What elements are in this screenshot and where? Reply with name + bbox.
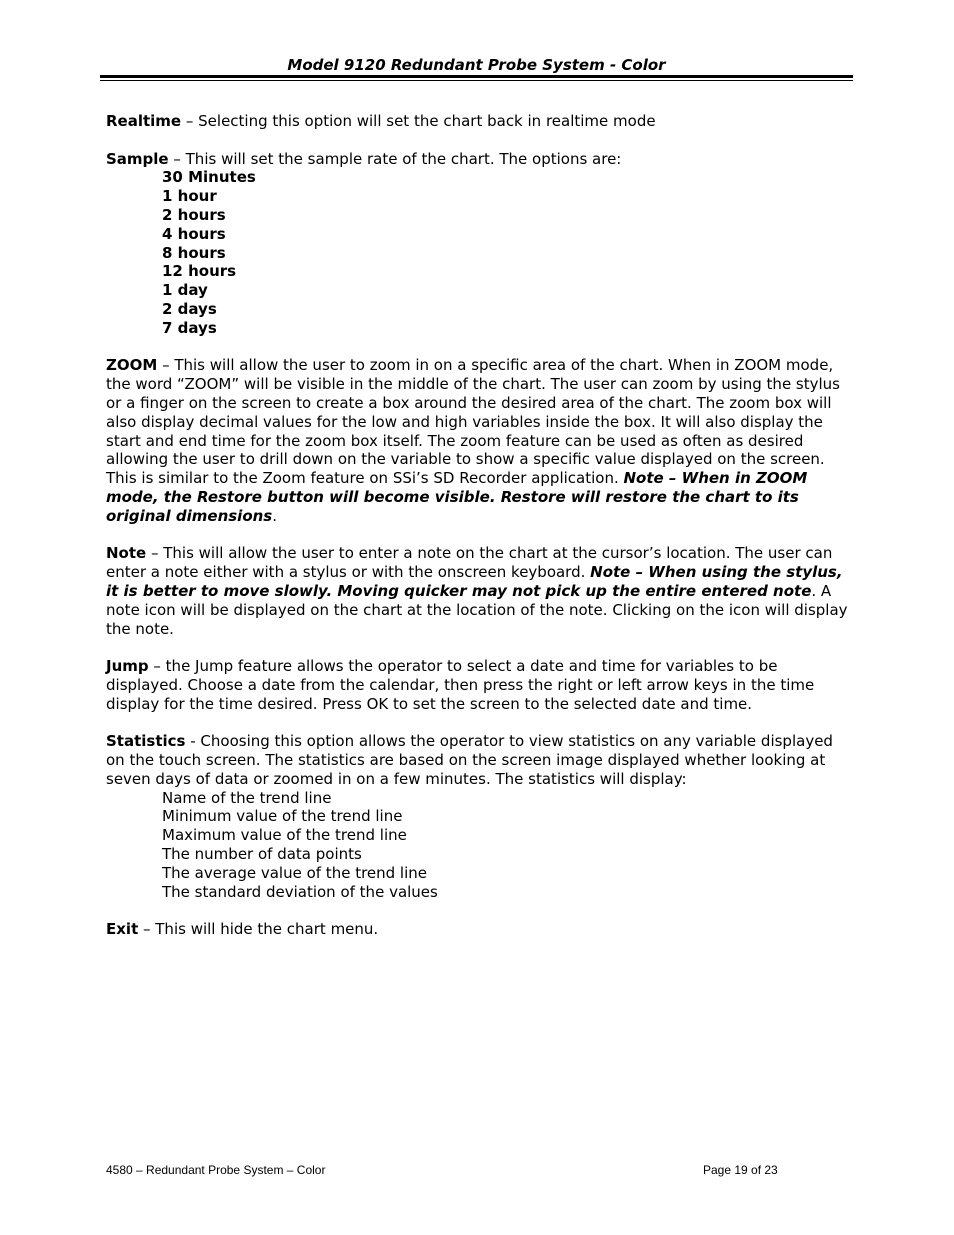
realtime-term: Realtime xyxy=(106,112,182,130)
statistics-item: The number of data points xyxy=(162,845,362,864)
note-text: – This will allow the user to enter a note on the chart at the cursor’s location. The user can enter a note either with a stylus or with the onscreen keyboard. xyxy=(106,544,833,582)
statistics-paragraph xyxy=(106,732,851,901)
zoom-term: ZOOM xyxy=(106,356,158,375)
statistics-item: The average value of the trend line xyxy=(162,863,428,882)
sample-paragraph xyxy=(106,150,851,338)
exit-paragraph xyxy=(106,920,851,939)
header-rule-thick xyxy=(100,75,853,78)
zoom-note: Note – When in ZOOM mode, the Restore button will become visible. Restore will restore the chart to its original dimensions xyxy=(106,469,808,525)
sample-option: 1 day xyxy=(162,281,208,300)
statistics-item: Name of the trend line xyxy=(162,788,332,807)
sample-option: 4 hours xyxy=(162,224,226,243)
footer-page-number: Page 19 of 23 xyxy=(703,1163,778,1177)
zoom-text: – This will allow the user to zoom in on a specific area of the chart. When in ZOOM mode, the word “ZOOM” will be visible in the middle of the chart. The user can zoom by using the stylus or a finger on the screen to create a box around the desired area of the chart. The zoom box will also display decimal values for the low and high variables inside the box. It will also display the start and end time for the zoom box itself. The zoom feature can be used as often as desired allowing the user to drill down on the variable to show a specific value displayed on the screen. This is similar to the Zoom feature on SSi’s SD Recorder application. xyxy=(106,356,840,488)
page-header-title: Model 9120 Redundant Probe System - Color xyxy=(287,56,666,74)
statistics-text: - Choosing this option allows the operator to view statistics on any variable displayed on the touch screen. The statistics are based on the screen image displayed whether looking at seven days of data or zoomed in on a few minutes. The statistics will display: xyxy=(106,732,833,788)
header-rule-thin xyxy=(100,80,853,81)
statistics-item: Maximum value of the trend line xyxy=(162,826,407,845)
statistics-item: The standard deviation of the values xyxy=(162,882,438,901)
jump-text: – the Jump feature allows the operator to select a date and time for variables to be displayed. Choose a date from the calendar, then press the right or left arrow keys in the time display for the time desired. Press OK to set the screen to the selected date and time. xyxy=(106,657,815,713)
note-after: . A note icon will be displayed on the chart at the location of the note. Clicking on the icon will display the note. xyxy=(106,581,848,638)
jump-paragraph xyxy=(106,657,851,713)
sample-option: 2 hours xyxy=(162,205,226,224)
sample-text: – This will set the sample rate of the chart. The options are: xyxy=(168,149,622,168)
statistics-term: Statistics xyxy=(106,732,186,751)
statistics-items-list xyxy=(106,789,851,902)
sample-option: 12 hours xyxy=(162,262,237,281)
zoom-after: . xyxy=(272,506,278,525)
footer-document-id: 4580 – Redundant Probe System – Color xyxy=(106,1163,326,1177)
sample-term: Sample xyxy=(106,149,169,168)
realtime-text: – Selecting this option will set the chart back in realtime mode xyxy=(181,112,656,130)
sample-option: 1 hour xyxy=(162,187,217,206)
jump-term: Jump xyxy=(106,657,149,676)
sample-option: 7 days xyxy=(162,318,217,337)
realtime-paragraph xyxy=(106,112,851,131)
note-paragraph xyxy=(106,544,851,638)
statistics-item: Minimum value of the trend line xyxy=(162,807,403,826)
exit-text: – This will hide the chart menu. xyxy=(138,920,379,939)
zoom-paragraph xyxy=(106,356,851,525)
exit-term: Exit xyxy=(106,920,139,939)
sample-options-list xyxy=(106,168,851,337)
sample-option: 2 days xyxy=(162,299,217,318)
note-term: Note xyxy=(106,544,147,563)
document-body xyxy=(106,112,851,958)
sample-option: 30 Minutes xyxy=(162,168,256,187)
note-warning: Note – When using the stylus, it is better to move slowly. Moving quicker may not pick up the entire entered note xyxy=(106,563,843,600)
sample-option: 8 hours xyxy=(162,243,226,262)
